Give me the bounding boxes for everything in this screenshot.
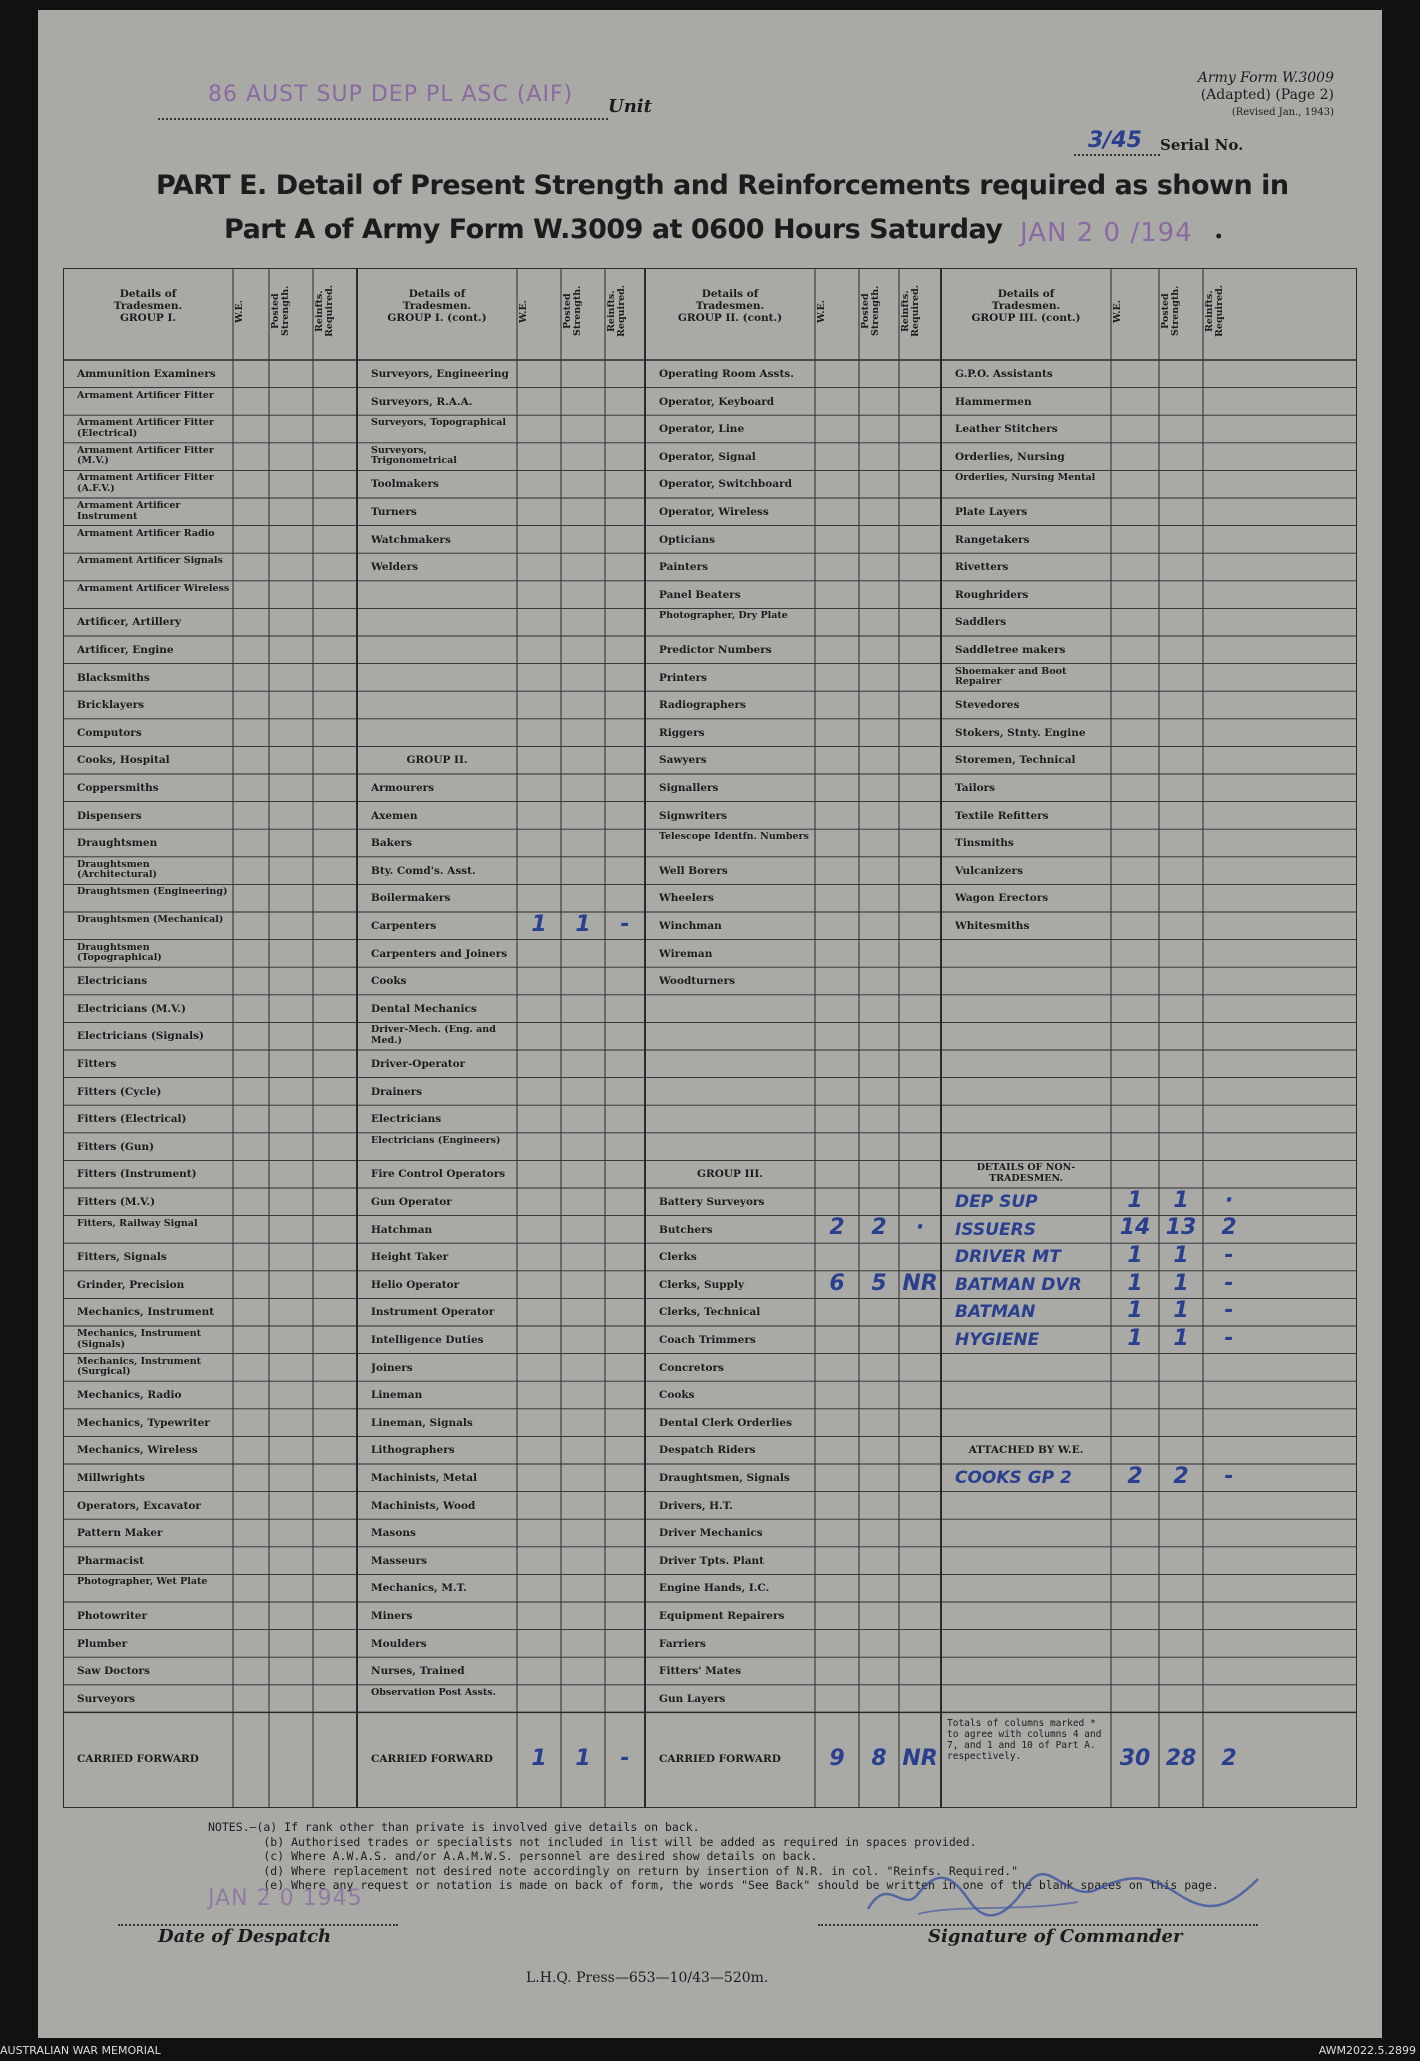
trade-label: Armament Artificer Fitter (Electrical) bbox=[77, 418, 214, 439]
carried-forward-label: CARRIED FORWARD bbox=[371, 1754, 493, 1766]
trade-label: Drivers, H.T. bbox=[659, 1499, 733, 1512]
trade-label: Mechanics, Instrument (Surgical) bbox=[77, 1356, 202, 1378]
handwritten-count-we: 1 bbox=[531, 911, 547, 937]
trade-label: Carpenters and Joiners bbox=[371, 947, 508, 960]
carried-forward-col3-we: 9 bbox=[829, 1746, 845, 1772]
trade-label: Watchmakers bbox=[371, 533, 451, 546]
trade-label: Fitters, Railway Signal bbox=[77, 1218, 198, 1229]
column-header-we: W.E. bbox=[816, 299, 827, 323]
trade-label: Mechanics, M.T. bbox=[371, 1582, 467, 1594]
column-header-details: Details of Tradesmen. GROUP I. (cont.) bbox=[387, 288, 487, 324]
trade-label: Draughtsmen (Architectural) bbox=[77, 859, 157, 881]
trade-label: Pattern Maker bbox=[77, 1527, 163, 1539]
form-title-line-1: PART E. Detail of Present Strength and Reinforcements required as shown in bbox=[156, 170, 1289, 201]
trade-label: Driver Mechanics bbox=[659, 1527, 763, 1539]
trade-label: Computors bbox=[77, 726, 142, 739]
trade-label: Fitters' Mates bbox=[659, 1665, 742, 1677]
trade-label: Cooks, Hospital bbox=[77, 754, 170, 766]
form-notes: NOTES.—(a) If rank other than private is involved give details on back. (b) Authorised trades or specialists not included in list will be added as required in spaces provided. (c) Where A.W.A.S. and/or A.A.M.W.S. personnel are desired show details on back. (d) Where replacement not desired note accordingly on return by insertion of N.R. in col. "Reinfs. Required." (e) Where any request or notation is made on back of form, the words "See Back" should be written in one of the blank spaces on this page. bbox=[208, 1820, 1219, 1892]
handwritten-count-posted: 13 bbox=[1165, 1215, 1197, 1241]
trade-label: Joiners bbox=[371, 1361, 413, 1374]
archive-reference: AWM2022.5.2899 bbox=[1318, 2044, 1416, 2057]
trade-label: Signwriters bbox=[659, 809, 728, 822]
non-tradesman-entry: DRIVER MT bbox=[955, 1247, 1061, 1268]
archive-credit: AUSTRALIAN WAR MEMORIAL bbox=[0, 2044, 161, 2057]
handwritten-count-reinf: 2 bbox=[1221, 1215, 1237, 1241]
handwritten-count-posted: 1 bbox=[575, 911, 591, 937]
trade-label: Stokers, Stnty. Engine bbox=[955, 726, 1086, 739]
handwritten-count-we: 1 bbox=[1127, 1298, 1143, 1324]
trade-label: Cooks bbox=[659, 1389, 695, 1401]
form-sheet bbox=[38, 10, 1382, 2038]
trade-label: Riggers bbox=[659, 726, 705, 739]
trade-label: Coach Trimmers bbox=[659, 1334, 756, 1346]
trade-label: Driver-Mech. (Eng. and Med.) bbox=[371, 1025, 496, 1046]
trade-label: Armourers bbox=[371, 782, 435, 794]
trade-label: Millwrights bbox=[77, 1472, 145, 1484]
trade-label: Fitters (Gun) bbox=[77, 1140, 155, 1153]
serial-underline bbox=[1074, 154, 1160, 156]
trade-label: Bty. Comd's. Asst. bbox=[371, 864, 476, 877]
trade-label: Electricians bbox=[371, 1113, 442, 1125]
non-tradesman-entry: BATMAN DVR bbox=[955, 1274, 1082, 1295]
totals-note: Totals of columns marked * to agree with columns 4 and 7, and 1 and 10 of Part A. respectively. bbox=[947, 1718, 1102, 1763]
trade-label: Radiographers bbox=[659, 699, 746, 711]
column-header-details: Details of Tradesmen. GROUP I. bbox=[113, 288, 183, 324]
unit-label: Unit bbox=[608, 96, 652, 117]
trade-label: Operators, Excavator bbox=[77, 1499, 201, 1512]
trade-label: Driver-Operator bbox=[371, 1058, 466, 1070]
handwritten-count-reinf: - bbox=[1224, 1463, 1234, 1489]
trade-label: Saddletree makers bbox=[955, 644, 1066, 656]
trade-label: Operator, Wireless bbox=[659, 506, 769, 518]
trade-label: Wagon Erectors bbox=[955, 892, 1049, 904]
date-stamp: JAN 2 0 /194 bbox=[1020, 218, 1193, 248]
trade-label: Miners bbox=[371, 1610, 413, 1622]
trade-label: DETAILS OF NON-TRADESMEN. bbox=[976, 1163, 1076, 1184]
carried-forward-col2-posted: 1 bbox=[575, 1746, 591, 1772]
trade-label: Fitters (Cycle) bbox=[77, 1085, 162, 1098]
trade-label: Mechanics, Instrument (Signals) bbox=[77, 1329, 202, 1350]
column-header-posted: Posted Strength. bbox=[270, 285, 291, 337]
trade-label: Machinists, Wood bbox=[371, 1499, 476, 1512]
column-header-reinfts: Reinfts. Required. bbox=[314, 284, 335, 338]
trade-label: Engine Hands, I.C. bbox=[659, 1582, 770, 1594]
trade-label: Surveyors, Engineering bbox=[371, 368, 509, 380]
trade-label: Operator, Line bbox=[659, 423, 745, 435]
trade-label: Equipment Repairers bbox=[659, 1610, 785, 1622]
trade-label: Wheelers bbox=[659, 892, 714, 904]
trade-label: Surveyors bbox=[77, 1692, 136, 1705]
trade-label: Armament Artificer Fitter (A.F.V.) bbox=[77, 473, 214, 494]
handwritten-count-posted: 2 bbox=[871, 1215, 887, 1241]
trade-label: Panel Beaters bbox=[659, 588, 741, 601]
trade-label: Surveyors, Trigonometrical bbox=[371, 445, 457, 467]
trade-label: Woodturners bbox=[659, 975, 736, 987]
handwritten-count-posted: 2 bbox=[1173, 1463, 1189, 1489]
trade-label: Rivetters bbox=[955, 561, 1009, 573]
column-header-posted: Posted Strength. bbox=[1160, 285, 1181, 337]
trade-label: Stevedores bbox=[955, 699, 1020, 711]
trade-label: Whitesmiths bbox=[955, 920, 1030, 932]
handwritten-count-posted: 1 bbox=[1173, 1325, 1189, 1351]
signature-label: Signature of Commander bbox=[928, 1926, 1183, 1947]
trade-label: Toolmakers bbox=[371, 478, 439, 490]
trade-label: Farriers bbox=[659, 1637, 706, 1650]
trade-label: Tailors bbox=[955, 782, 996, 794]
trade-label: Signallers bbox=[659, 782, 719, 794]
trade-label: Masons bbox=[371, 1527, 416, 1539]
carried-forward-label: CARRIED FORWARD bbox=[659, 1754, 781, 1766]
trade-label: Blacksmiths bbox=[77, 671, 150, 684]
trade-label: Grinder, Precision bbox=[77, 1278, 185, 1291]
trade-label: Armament Artificer Wireless bbox=[77, 583, 230, 594]
trade-label: Fitters (M.V.) bbox=[77, 1196, 156, 1208]
trade-label: Draughtsmen (Topographical) bbox=[77, 942, 162, 964]
trade-label: Operator, Switchboard bbox=[659, 478, 792, 490]
trade-label: Plate Layers bbox=[955, 506, 1028, 518]
trade-label: Armament Artificer Instrument bbox=[77, 501, 181, 522]
non-tradesman-entry: DEP SUP bbox=[955, 1192, 1038, 1212]
trade-label: Dental Clerk Orderlies bbox=[659, 1416, 793, 1429]
form-revision: (Revised Jan., 1943) bbox=[1231, 107, 1334, 118]
trade-label: Machinists, Metal bbox=[371, 1472, 477, 1484]
commander-signature bbox=[858, 1864, 1278, 1924]
non-tradesman-entry: COOKS GP 2 bbox=[955, 1468, 1072, 1488]
trade-label: Vulcanizers bbox=[955, 864, 1024, 877]
carried-forward-col4-we: 30 bbox=[1119, 1746, 1151, 1772]
trade-label: Armament Artificer Fitter (M.V.) bbox=[77, 445, 214, 467]
trade-label: Lineman, Signals bbox=[371, 1416, 473, 1429]
handwritten-count-reinf: - bbox=[1224, 1243, 1234, 1268]
handwritten-count-reinf: · bbox=[915, 1215, 925, 1241]
trade-label: Clerks bbox=[659, 1251, 697, 1263]
carried-forward-col4-reinf: 2 bbox=[1221, 1746, 1237, 1772]
trade-label: ATTACHED BY W.E. bbox=[968, 1444, 1084, 1456]
trade-label: Draughtsmen bbox=[77, 837, 158, 849]
trade-label: Orderlies, Nursing Mental bbox=[955, 473, 1096, 484]
unit-underline bbox=[158, 118, 608, 120]
trade-label: Bricklayers bbox=[77, 699, 145, 711]
trade-label: Carpenters bbox=[371, 920, 437, 932]
trade-label: Clerks, Technical bbox=[659, 1306, 761, 1318]
trade-label: Textile Refitters bbox=[955, 809, 1049, 822]
trade-label: Battery Surveyors bbox=[659, 1196, 765, 1208]
trade-label: Shoemaker and Boot Repairer bbox=[955, 666, 1067, 688]
trade-label: Winchman bbox=[659, 920, 722, 932]
trade-label: Boilermakers bbox=[371, 892, 451, 904]
trade-label: Draughtsmen, Signals bbox=[659, 1472, 790, 1484]
serial-number-value: 3/45 bbox=[1088, 128, 1142, 153]
trade-label: Butchers bbox=[659, 1223, 713, 1236]
handwritten-count-reinf: - bbox=[1224, 1298, 1234, 1324]
trade-label: Rangetakers bbox=[955, 533, 1030, 546]
trade-label: Storemen, Technical bbox=[955, 754, 1076, 766]
handwritten-count-reinf: - bbox=[1224, 1270, 1234, 1296]
handwritten-count-we: 1 bbox=[1127, 1325, 1143, 1351]
column-header-posted: Posted Strength. bbox=[860, 285, 881, 337]
column-header-posted: Posted Strength. bbox=[562, 285, 583, 337]
trade-label: Operating Room Assts. bbox=[659, 368, 794, 380]
despatch-date-stamp: JAN 2 0 1945 bbox=[208, 1886, 363, 1911]
trade-label: Electricians bbox=[77, 975, 148, 987]
trade-label: Helio Operator bbox=[371, 1278, 460, 1291]
trade-label: Artificer, Artillery bbox=[77, 616, 182, 628]
carried-forward-col3-posted: 8 bbox=[871, 1746, 887, 1772]
trade-label: Welders bbox=[371, 561, 419, 573]
trade-label: Armament Artificer Radio bbox=[77, 528, 215, 539]
trade-label: Coppersmiths bbox=[77, 782, 159, 794]
trade-label: Instrument Operator bbox=[371, 1306, 495, 1318]
column-header-reinfts: Reinfts. Required. bbox=[1204, 284, 1225, 338]
trade-label: Fitters (Electrical) bbox=[77, 1113, 187, 1125]
trade-label: Wireman bbox=[659, 947, 713, 960]
trade-label: Electricians (Signals) bbox=[77, 1030, 205, 1042]
trade-label: GROUP II. bbox=[406, 754, 468, 766]
handwritten-count-we: 14 bbox=[1119, 1215, 1151, 1241]
trade-label: Dental Mechanics bbox=[371, 1002, 477, 1015]
column-header-we: W.E. bbox=[518, 299, 529, 323]
trade-label: Photographer, Dry Plate bbox=[659, 611, 788, 622]
trade-label: Dispensers bbox=[77, 809, 142, 822]
trade-label: Painters bbox=[659, 561, 709, 573]
trade-label: Orderlies, Nursing bbox=[955, 450, 1065, 463]
trade-label: Cooks bbox=[371, 975, 407, 987]
trade-label: Tinsmiths bbox=[955, 837, 1014, 849]
trade-label: Fitters bbox=[77, 1058, 117, 1070]
trade-label: Turners bbox=[371, 506, 417, 518]
trade-label: Ammunition Examiners bbox=[77, 368, 216, 380]
trade-label: Observation Post Assts. bbox=[371, 1687, 496, 1698]
carried-forward-col4-posted: 28 bbox=[1165, 1746, 1197, 1772]
trade-label: Despatch Riders bbox=[659, 1444, 756, 1456]
trade-label: G.P.O. Assistants bbox=[955, 368, 1053, 380]
trade-label: Saw Doctors bbox=[77, 1665, 150, 1677]
trade-label: GROUP III. bbox=[697, 1168, 763, 1180]
non-tradesman-entry: HYGIENE bbox=[955, 1330, 1040, 1350]
trade-label: Gun Operator bbox=[371, 1196, 452, 1208]
trade-label: Fire Control Operators bbox=[371, 1168, 506, 1180]
carried-forward-label: CARRIED FORWARD bbox=[77, 1754, 199, 1766]
handwritten-count-posted: 5 bbox=[871, 1270, 887, 1296]
handwritten-count-posted: 1 bbox=[1173, 1270, 1189, 1296]
trade-label: Pharmacist bbox=[77, 1554, 144, 1567]
handwritten-count-reinf: · bbox=[1224, 1187, 1234, 1213]
trade-label: Driver Tpts. Plant bbox=[659, 1554, 764, 1567]
trade-label: Lithographers bbox=[371, 1444, 455, 1456]
trade-label: Moulders bbox=[371, 1637, 427, 1650]
title-period: . bbox=[1214, 214, 1224, 245]
trade-label: Draughtsmen (Engineering) bbox=[77, 887, 228, 898]
carried-forward-col3-reinf: NR bbox=[902, 1746, 938, 1772]
handwritten-count-we: 1 bbox=[1127, 1270, 1143, 1296]
handwritten-count-posted: 1 bbox=[1173, 1187, 1189, 1213]
handwritten-count-posted: 1 bbox=[1173, 1298, 1189, 1324]
trade-label: Well Borers bbox=[659, 864, 728, 877]
form-title-line-2: Part A of Army Form W.3009 at 0600 Hours Saturday bbox=[224, 214, 1003, 245]
form-number: Army Form W.3009 bbox=[1197, 70, 1334, 86]
trade-label: Surveyors, R.A.A. bbox=[371, 395, 473, 408]
trade-label: Height Taker bbox=[371, 1251, 449, 1263]
trade-label: Clerks, Supply bbox=[659, 1278, 745, 1291]
trade-label: Mechanics, Typewriter bbox=[77, 1416, 210, 1429]
trade-label: Armament Artificer Signals bbox=[77, 556, 223, 567]
trade-label: Opticians bbox=[659, 533, 716, 546]
trade-label: Armament Artificer Fitter bbox=[77, 390, 214, 401]
trade-label: Drainers bbox=[371, 1085, 423, 1098]
trade-label: Telescope Identfn. Numbers bbox=[659, 832, 809, 843]
trade-label: Mechanics, Wireless bbox=[77, 1444, 198, 1456]
handwritten-count-we: 2 bbox=[829, 1215, 845, 1241]
trade-label: Predictor Numbers bbox=[659, 644, 772, 656]
trade-label: Electricians (Engineers) bbox=[371, 1135, 501, 1146]
handwritten-count-we: 1 bbox=[1127, 1187, 1143, 1213]
despatch-label: Date of Despatch bbox=[158, 1926, 332, 1947]
trade-label: Photographer, Wet Plate bbox=[77, 1577, 208, 1588]
non-tradesman-entry: ISSUERS bbox=[955, 1219, 1036, 1240]
column-header-details: Details of Tradesmen. GROUP III. (cont.) bbox=[971, 288, 1081, 324]
trade-label: Hammermen bbox=[955, 395, 1032, 408]
trade-label: Fitters, Signals bbox=[77, 1251, 167, 1263]
handwritten-count-we: 2 bbox=[1127, 1463, 1143, 1489]
trade-label: Artificer, Engine bbox=[77, 644, 174, 656]
trade-label: Surveyors, Topographical bbox=[371, 418, 506, 429]
handwritten-count-we: 1 bbox=[1127, 1243, 1143, 1268]
trade-label: Hatchman bbox=[371, 1223, 433, 1236]
trade-label: Bakers bbox=[371, 837, 413, 849]
trade-label: Mechanics, Radio bbox=[77, 1389, 182, 1401]
serial-number-label: Serial No. bbox=[1160, 136, 1244, 154]
column-header-we: W.E. bbox=[234, 299, 245, 323]
non-tradesman-entry: BATMAN bbox=[955, 1302, 1036, 1323]
trade-label: Intelligence Duties bbox=[371, 1334, 484, 1346]
trade-label: Plumber bbox=[77, 1637, 128, 1650]
form-adapted: (Adapted) (Page 2) bbox=[1200, 87, 1334, 103]
handwritten-count-reinf: - bbox=[1224, 1325, 1234, 1351]
trade-label: Nurses, Trained bbox=[371, 1665, 465, 1677]
trade-label: Sawyers bbox=[659, 754, 707, 766]
trade-label: Draughtsmen (Mechanical) bbox=[77, 915, 224, 925]
trade-label: Concretors bbox=[659, 1361, 724, 1374]
column-header-details: Details of Tradesmen. GROUP II. (cont.) bbox=[677, 288, 783, 324]
trade-label: Operator, Keyboard bbox=[659, 395, 775, 408]
form-identifier bbox=[1054, 70, 1334, 121]
trade-label: Axemen bbox=[371, 809, 418, 822]
press-imprint: L.H.Q. Press—653—10/43—520m. bbox=[526, 1970, 769, 1986]
trade-label: Saddlers bbox=[955, 616, 1007, 628]
trade-label: Mechanics, Instrument bbox=[77, 1306, 215, 1318]
strength-table bbox=[63, 268, 1357, 1808]
unit-stamp: 86 AUST SUP DEP PL ASC (AIF) bbox=[208, 82, 574, 107]
handwritten-count-we: 6 bbox=[829, 1270, 845, 1296]
trade-label: Electricians (M.V.) bbox=[77, 1002, 187, 1015]
column-header-we: W.E. bbox=[1112, 299, 1123, 323]
trade-label: Gun Layers bbox=[659, 1692, 726, 1705]
column-header-reinfts: Reinfts. Required. bbox=[606, 284, 627, 338]
trade-label: Fitters (Instrument) bbox=[77, 1168, 197, 1180]
handwritten-count-posted: 1 bbox=[1173, 1243, 1189, 1268]
handwritten-count-reinf: NR bbox=[902, 1270, 938, 1296]
trade-label: Masseurs bbox=[371, 1554, 428, 1567]
carried-forward-col2-we: 1 bbox=[531, 1746, 547, 1772]
trade-label: Leather Stitchers bbox=[955, 423, 1058, 435]
trade-label: Roughriders bbox=[955, 588, 1029, 601]
carried-forward-col2-reinf: - bbox=[620, 1746, 630, 1772]
trade-label: Photowriter bbox=[77, 1610, 148, 1622]
handwritten-count-reinf: - bbox=[620, 911, 630, 937]
column-header-reinfts: Reinfts. Required. bbox=[900, 284, 921, 338]
trade-label: Printers bbox=[659, 671, 708, 684]
trade-label: Operator, Signal bbox=[659, 450, 756, 463]
trade-label: Lineman bbox=[371, 1389, 423, 1401]
